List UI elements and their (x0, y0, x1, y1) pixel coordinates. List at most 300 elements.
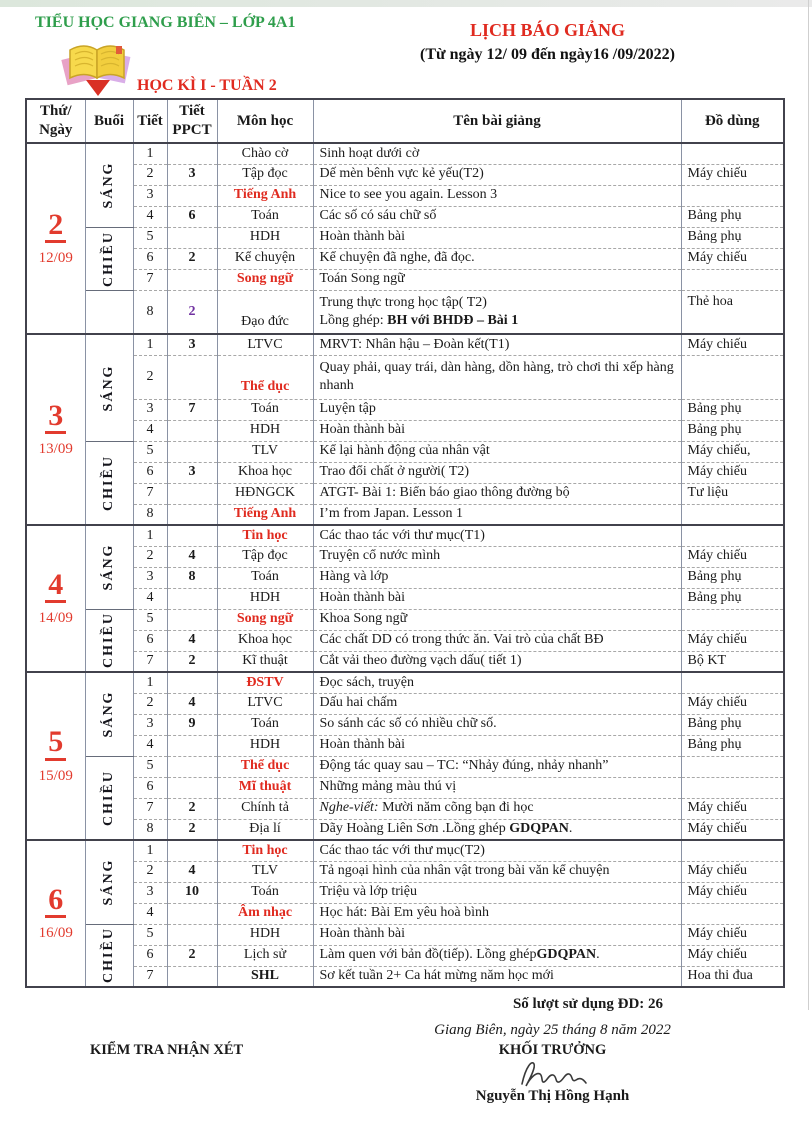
period-cell: 3 (133, 399, 167, 420)
lesson-text: Hoàn thành bài (319, 229, 406, 245)
lesson-line (320, 736, 678, 754)
lesson-cell (313, 206, 681, 227)
lesson-cell (313, 714, 681, 735)
ppct-cell (167, 777, 217, 798)
ppct-cell (167, 525, 217, 546)
lesson-text: Quay phải, quay trái, dàn hàng, dồn hàng, trò chơi thi xếp hàng nhanh (319, 359, 674, 393)
lesson-line (320, 946, 678, 964)
ppct-cell (167, 504, 217, 525)
schedule-row (26, 945, 784, 966)
subject-cell: SHL (217, 966, 313, 987)
session-cell (85, 672, 133, 756)
period-cell: 8 (133, 290, 167, 334)
lesson-cell (313, 798, 681, 819)
session-label: SÁNG (100, 858, 116, 906)
lesson-line (320, 145, 678, 163)
schedule-row (26, 735, 784, 756)
lesson-text: Nghe-viết: (319, 800, 379, 816)
lesson-text: Mười năm cõng bạn đi học (378, 800, 534, 816)
session-label: SÁNG (100, 161, 116, 209)
lesson-text: MRVT: Nhân hậu – Đoàn kết(T1) (319, 336, 510, 352)
device-cell: Bảng phụ (681, 567, 784, 588)
subject-cell: HDH (217, 735, 313, 756)
day-date: 14/09 (38, 610, 73, 626)
col-header-ppct-line1: Tiết (179, 103, 205, 120)
ppct-cell (167, 185, 217, 206)
device-cell: Máy chiếu (681, 882, 784, 903)
subject-cell: TLV (217, 441, 313, 462)
session-cell (85, 143, 133, 227)
device-cell (681, 756, 784, 777)
lesson-line (320, 778, 678, 796)
lesson-cell (313, 882, 681, 903)
lesson-cell (313, 651, 681, 672)
lesson-cell (313, 903, 681, 924)
subject-cell: Âm nhạc (217, 903, 313, 924)
lesson-cell (313, 840, 681, 861)
day-number (30, 209, 82, 244)
subject-cell: Chính tả (217, 798, 313, 819)
session-cell (85, 840, 133, 924)
period-cell: 6 (133, 945, 167, 966)
lesson-line (320, 421, 678, 439)
lesson-cell (313, 735, 681, 756)
lesson-cell (313, 164, 681, 185)
device-cell: Bảng phụ (681, 714, 784, 735)
schedule-row (26, 693, 784, 714)
session-label: SÁNG (100, 364, 116, 412)
lesson-line (320, 547, 678, 565)
schedule-row (26, 567, 784, 588)
subject-cell: Toán (217, 714, 313, 735)
period-cell: 5 (133, 924, 167, 945)
date-range: (Từ ngày 12/ 09 đến ngày16 /09/2022) (420, 46, 675, 63)
lesson-text: Các thao tác với thư mục(T1) (319, 527, 485, 543)
session-label: CHIỀU (100, 230, 116, 287)
period-cell: 2 (133, 546, 167, 567)
subject-cell: LTVC (217, 334, 313, 355)
lesson-text: Hoàn thành bài (319, 737, 406, 753)
subject-cell: Mĩ thuật (217, 777, 313, 798)
period-cell: 4 (133, 588, 167, 609)
session-label: CHIỀU (100, 769, 116, 826)
lesson-cell (313, 185, 681, 206)
day-number (30, 569, 82, 604)
lesson-text: Tả ngoại hình của nhân vật trong bài văn kể chuyện (319, 863, 610, 879)
lesson-line (320, 336, 678, 354)
period-cell: 2 (133, 164, 167, 185)
device-cell: Máy chiếu (681, 945, 784, 966)
period-cell: 4 (133, 903, 167, 924)
period-cell: 3 (133, 714, 167, 735)
lesson-text: Cắt vải theo đường vạch dấu( tiết 1) (319, 653, 522, 669)
lesson-cell (313, 420, 681, 441)
lesson-line (320, 694, 678, 712)
lesson-text: Lồng ghép: (319, 312, 388, 328)
lesson-text: Triệu và lớp triệu (319, 884, 417, 900)
page-edge-line (808, 0, 809, 1010)
subject-cell: Chào cờ (217, 143, 313, 164)
subject-cell: ĐSTV (217, 672, 313, 693)
lesson-cell (313, 567, 681, 588)
period-cell: 4 (133, 735, 167, 756)
lesson-cell (313, 609, 681, 630)
lesson-text: Nice to see you again. Lesson 3 (319, 187, 498, 203)
lesson-text: Hoàn thành bài (319, 926, 406, 942)
day-date: 15/09 (38, 767, 73, 784)
session-label: CHIỀU (100, 927, 116, 984)
subject-cell: Tin học (217, 525, 313, 546)
period-cell: 4 (133, 206, 167, 227)
day-date: 12/09 (38, 250, 73, 266)
lesson-line (320, 249, 678, 267)
subject-cell: Lịch sử (217, 945, 313, 966)
ppct-cell: 2 (167, 651, 217, 672)
lesson-text: Luyện tập (319, 401, 376, 417)
lesson-line (320, 484, 678, 502)
period-cell: 6 (133, 630, 167, 651)
ppct-cell (167, 840, 217, 861)
ppct-cell (167, 735, 217, 756)
schedule-row (26, 777, 784, 798)
schedule-row (26, 334, 784, 355)
lesson-line (320, 589, 678, 607)
day-cell (26, 840, 85, 987)
device-cell: Máy chiếu, (681, 441, 784, 462)
device-cell (681, 777, 784, 798)
lesson-line (320, 186, 678, 204)
col-header-day (26, 99, 85, 143)
ppct-cell (167, 903, 217, 924)
schedule-row (26, 483, 784, 504)
lesson-text: Toán Song ngữ (319, 271, 405, 287)
lesson-line (320, 842, 678, 860)
subject-cell: Tiếng Anh (217, 504, 313, 525)
schedule-row (26, 882, 784, 903)
open-book-icon (58, 40, 136, 98)
schedule-row (26, 143, 784, 164)
subject-cell: Thể dục (217, 756, 313, 777)
subject-cell: Toán (217, 567, 313, 588)
col-header-lesson: Tên bài giảng (313, 99, 681, 143)
day-cell (26, 672, 85, 840)
subject-cell: TLV (217, 861, 313, 882)
ppct-cell: 2 (167, 945, 217, 966)
lesson-text: Truyện cổ nước mình (319, 548, 441, 564)
ppct-cell (167, 483, 217, 504)
period-cell: 7 (133, 269, 167, 290)
device-cell: Bảng phụ (681, 588, 784, 609)
schedule-row (26, 504, 784, 525)
session-label: SÁNG (100, 543, 116, 591)
lesson-text: Những mảng màu thú vị (319, 779, 457, 795)
lesson-text: I’m from Japan. Lesson 1 (319, 506, 463, 522)
lesson-text: Hoàn thành bài (319, 590, 406, 606)
ppct-cell: 10 (167, 882, 217, 903)
lesson-line (320, 631, 678, 649)
col-header-day-line2: Ngày (39, 122, 73, 138)
day-number (30, 726, 82, 761)
lesson-text: Dãy Hoàng Liên Sơn .Lồng ghép (319, 821, 510, 837)
lesson-cell (313, 269, 681, 290)
lesson-cell (313, 504, 681, 525)
lesson-cell (313, 756, 681, 777)
lesson-text: Đọc sách, truyện (319, 674, 414, 690)
lesson-text: Các số có sáu chữ số (319, 208, 437, 224)
device-cell: Bảng phụ (681, 399, 784, 420)
session-cell (85, 525, 133, 609)
lesson-text: Sinh hoạt dưới cờ (319, 145, 420, 161)
lesson-line (320, 165, 678, 183)
day-date: 13/09 (38, 441, 73, 457)
lesson-line (320, 862, 678, 880)
session-cell (85, 290, 133, 334)
lesson-text: Học hát: Bài Em yêu hoà bình (319, 905, 490, 921)
period-cell: 6 (133, 462, 167, 483)
schedule-row (26, 609, 784, 630)
session-cell (85, 441, 133, 525)
schedule-row (26, 924, 784, 945)
device-usage-note: Số lượt sử dụng ĐD: 26 (512, 996, 664, 1012)
day-number-text: 3 (45, 400, 66, 435)
ppct-cell: 3 (167, 164, 217, 185)
lesson-text: Hoàn thành bài (319, 422, 406, 438)
schedule-row (26, 861, 784, 882)
ppct-cell: 2 (167, 819, 217, 840)
device-cell (681, 903, 784, 924)
lesson-text: BH với BHDĐ – Bài 1 (387, 312, 519, 328)
period-cell: 3 (133, 882, 167, 903)
device-cell: Hoa thi đua (681, 966, 784, 987)
lesson-line (320, 359, 678, 395)
device-cell: Bộ KT (681, 651, 784, 672)
lesson-line (320, 715, 678, 733)
schedule-row (26, 546, 784, 567)
device-cell: Bảng phụ (681, 206, 784, 227)
day-number-text: 4 (45, 569, 66, 604)
schedule-row (26, 588, 784, 609)
ppct-cell: 7 (167, 399, 217, 420)
ppct-cell: 9 (167, 714, 217, 735)
device-cell: Máy chiếu (681, 164, 784, 185)
period-cell: 5 (133, 441, 167, 462)
ppct-cell (167, 420, 217, 441)
device-cell (681, 355, 784, 399)
subject-cell: HDH (217, 588, 313, 609)
subject-cell: Kể chuyện (217, 248, 313, 269)
ppct-cell: 3 (167, 334, 217, 355)
lesson-line (320, 270, 678, 288)
device-cell (681, 525, 784, 546)
lesson-text: So sánh các số có nhiều chữ số. (319, 716, 497, 732)
schedule-row (26, 441, 784, 462)
ppct-cell: 6 (167, 206, 217, 227)
lesson-line (320, 463, 678, 481)
device-cell: Bảng phụ (681, 227, 784, 248)
day-cell (26, 525, 85, 672)
schedule-row (26, 290, 784, 334)
signer-role-title: KHỐI TRƯỞNG (498, 1042, 607, 1058)
lesson-cell (313, 462, 681, 483)
day-number (30, 884, 82, 919)
lesson-text: ATGT- Bài 1: Biển báo giao thông đường bộ (319, 485, 570, 501)
device-cell: Máy chiếu (681, 693, 784, 714)
day-date: 16/09 (38, 925, 73, 941)
school-title: TIỂU HỌC GIANG BIÊN – LỚP 4A1 (35, 14, 296, 31)
period-cell: 1 (133, 525, 167, 546)
device-cell (681, 672, 784, 693)
device-cell: Bảng phụ (681, 420, 784, 441)
lesson-cell (313, 924, 681, 945)
ppct-cell (167, 355, 217, 399)
lesson-line (320, 674, 678, 692)
lesson-line (320, 442, 678, 460)
device-cell: Thẻ hoa (681, 290, 784, 334)
day-number-text: 5 (45, 726, 66, 761)
ppct-cell (167, 924, 217, 945)
period-cell: 3 (133, 567, 167, 588)
period-cell: 8 (133, 819, 167, 840)
lesson-text: Trao đổi chất ở người( T2) (319, 464, 470, 480)
schedule-row (26, 399, 784, 420)
ppct-cell: 2 (167, 798, 217, 819)
device-cell: Bảng phụ (681, 735, 784, 756)
place-date-line: Giang Biên, ngày 25 tháng 8 năm 2022 (434, 1022, 671, 1038)
period-cell: 1 (133, 672, 167, 693)
signature-hanh (516, 1056, 588, 1090)
session-cell (85, 924, 133, 987)
ppct-cell (167, 441, 217, 462)
period-cell: 1 (133, 143, 167, 164)
session-cell (85, 227, 133, 290)
subject-cell: Song ngữ (217, 269, 313, 290)
ppct-cell: 2 (167, 248, 217, 269)
device-cell (681, 840, 784, 861)
ppct-cell: 2 (167, 290, 217, 334)
col-header-ppct-line2: PPCT (172, 122, 212, 138)
schedule-row (26, 248, 784, 269)
lesson-cell (313, 693, 681, 714)
lesson-text: Hàng và lớp (319, 569, 389, 585)
schedule-row (26, 227, 784, 248)
lesson-cell (313, 143, 681, 164)
lesson-line (320, 505, 678, 523)
lesson-line (320, 757, 678, 775)
lesson-cell (313, 227, 681, 248)
ppct-cell (167, 609, 217, 630)
subject-cell: HĐNGCK (217, 483, 313, 504)
lesson-cell (313, 966, 681, 987)
lesson-cell (313, 441, 681, 462)
subject-cell: HDH (217, 924, 313, 945)
col-header-day-line1: Thứ/ (39, 103, 72, 120)
ppct-cell (167, 143, 217, 164)
lesson-text: GDQPAN (536, 947, 597, 963)
subject-cell: Tập đọc (217, 546, 313, 567)
day-cell (26, 334, 85, 525)
signer-name: Nguyễn Thị Hồng Hạnh (475, 1088, 630, 1104)
ppct-cell: 8 (167, 567, 217, 588)
lesson-line (320, 883, 678, 901)
schedule-row (26, 269, 784, 290)
subject-cell: Đạo đức (217, 290, 313, 334)
period-cell: 5 (133, 227, 167, 248)
lesson-cell (313, 777, 681, 798)
day-number-text: 6 (45, 884, 66, 919)
col-header-ppct (167, 99, 217, 143)
day-number (30, 400, 82, 435)
schedule-row (26, 420, 784, 441)
lesson-line (320, 527, 678, 545)
lesson-text: Các chất DD có trong thức ăn. Vai trò của chất BĐ (319, 632, 604, 648)
lesson-cell (313, 525, 681, 546)
period-cell: 5 (133, 756, 167, 777)
schedule-row (26, 185, 784, 206)
subject-cell: Thể dục (217, 355, 313, 399)
subject-cell: Địa lí (217, 819, 313, 840)
lesson-line (320, 400, 678, 418)
session-cell (85, 756, 133, 840)
lesson-text: Làm quen với bản đồ(tiếp). Lồng ghép (319, 947, 537, 963)
lesson-line (320, 904, 678, 922)
lesson-text: . (596, 947, 600, 963)
period-cell: 5 (133, 609, 167, 630)
device-cell: Máy chiếu (681, 861, 784, 882)
lesson-text: Động tác quay sau – TC: “Nhảy đúng, nhảy nhanh” (319, 758, 609, 774)
col-header-session: Buổi (85, 99, 133, 143)
device-cell (681, 143, 784, 164)
lesson-cell (313, 945, 681, 966)
ppct-cell: 3 (167, 462, 217, 483)
lesson-cell (313, 819, 681, 840)
col-header-device: Đồ dùng (681, 99, 784, 143)
lesson-text: Trung thực trong học tập( T2) (319, 294, 487, 310)
subject-cell: Khoa học (217, 462, 313, 483)
schedule-row (26, 714, 784, 735)
lesson-line (320, 799, 678, 817)
lesson-cell (313, 483, 681, 504)
ppct-cell (167, 756, 217, 777)
ppct-cell (167, 269, 217, 290)
device-cell: Tư liệu (681, 483, 784, 504)
subject-cell: Song ngữ (217, 609, 313, 630)
schedule-row (26, 966, 784, 987)
subject-cell: HDH (217, 420, 313, 441)
device-cell: Máy chiếu (681, 798, 784, 819)
schedule-row (26, 525, 784, 546)
col-header-subject: Môn học (217, 99, 313, 143)
session-cell (85, 609, 133, 672)
lesson-line (320, 568, 678, 586)
subject-cell: HDH (217, 227, 313, 248)
lesson-cell (313, 588, 681, 609)
lesson-cell (313, 546, 681, 567)
device-cell: Máy chiếu (681, 924, 784, 945)
lesson-line (320, 294, 678, 312)
device-cell: Máy chiếu (681, 630, 784, 651)
device-cell: Máy chiếu (681, 462, 784, 483)
period-cell: 7 (133, 651, 167, 672)
subject-cell: Khoa học (217, 630, 313, 651)
subject-cell: Toán (217, 206, 313, 227)
lesson-text: GDQPAN (509, 821, 569, 837)
schedule-row (26, 630, 784, 651)
device-cell: Máy chiếu (681, 546, 784, 567)
subject-cell: Tin học (217, 840, 313, 861)
subject-cell: Tập đọc (217, 164, 313, 185)
lesson-cell (313, 355, 681, 399)
session-label: SÁNG (100, 690, 116, 738)
